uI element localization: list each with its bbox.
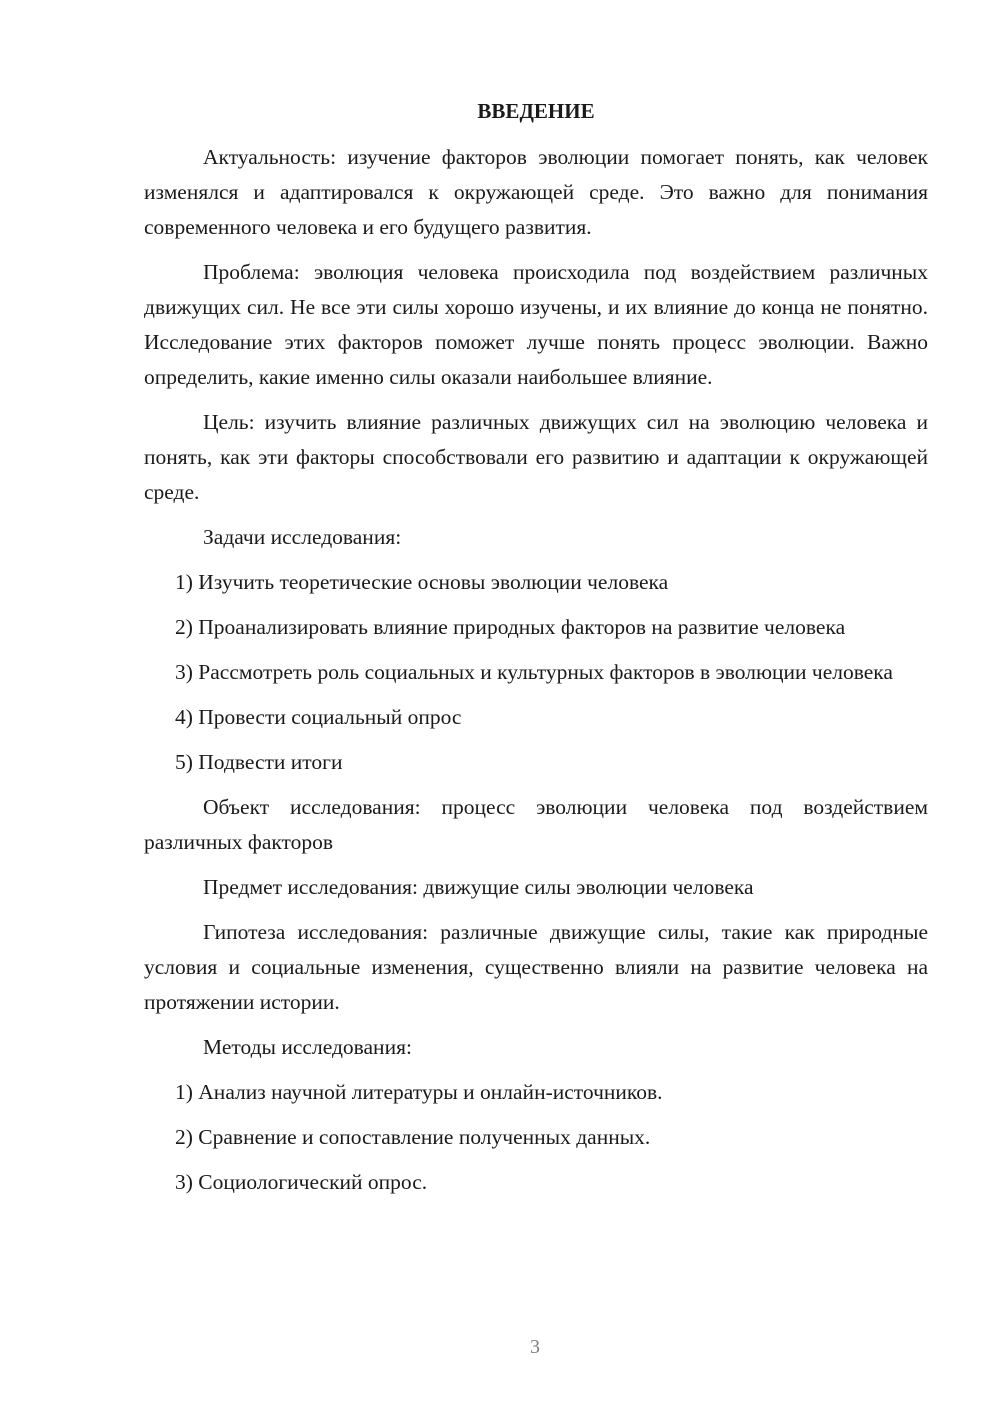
task-item-4: 4) Провести социальный опрос (175, 705, 462, 729)
section-title: ВВЕДЕНИЕ (477, 99, 595, 123)
method-item-3: 3) Социологический опрос. (175, 1170, 428, 1194)
task-item-2: 2) Проанализировать влияние природных факторов на развитие человека (175, 615, 846, 639)
hypothesis-paragraph: Гипотеза исследования: различные движущие силы, такие как природные условия и социальные изменения, существенно влияли на развитие человека на протяжении истории. (144, 920, 928, 1014)
task-item-1: 1) Изучить теоретические основы эволюции человека (175, 570, 669, 594)
tasks-heading: Задачи исследования: (203, 525, 402, 549)
methods-heading: Методы исследования: (203, 1035, 412, 1059)
subject-paragraph: Предмет исследования: движущие силы эволюции человека (203, 875, 754, 899)
relevance-paragraph: Актуальность: изучение факторов эволюции помогает понять, как человек изменялся и адаптировался к окружающей среде. Это важно для понимания современного человека и его будущего развития. (144, 145, 928, 239)
method-item-1: 1) Анализ научной литературы и онлайн-источников. (175, 1080, 663, 1104)
problem-paragraph: Проблема: эволюция человека происходила под воздействием различных движущих сил. Не все эти силы хорошо изучены, и их влияние до конца не понятно. Исследование этих факторов поможет лучше понять процесс эволюции. Важно определить, какие именно силы оказали наибольшее влияние. (144, 260, 928, 389)
object-paragraph: Объект исследования: процесс эволюции человека под воздействием различных факторов (144, 795, 928, 854)
goal-paragraph: Цель: изучить влияние различных движущих сил на эволюцию человека и понять, как эти факторы способствовали его развитию и адаптации к окружающей среде. (144, 410, 928, 504)
method-item-2: 2) Сравнение и сопоставление полученных данных. (175, 1125, 651, 1149)
task-item-3: 3) Рассмотреть роль социальных и культурных факторов в эволюции человека (175, 660, 893, 684)
page-content (144, 94, 928, 1210)
task-item-5: 5) Подвести итоги (175, 750, 343, 774)
page-number: 3 (530, 1336, 540, 1358)
